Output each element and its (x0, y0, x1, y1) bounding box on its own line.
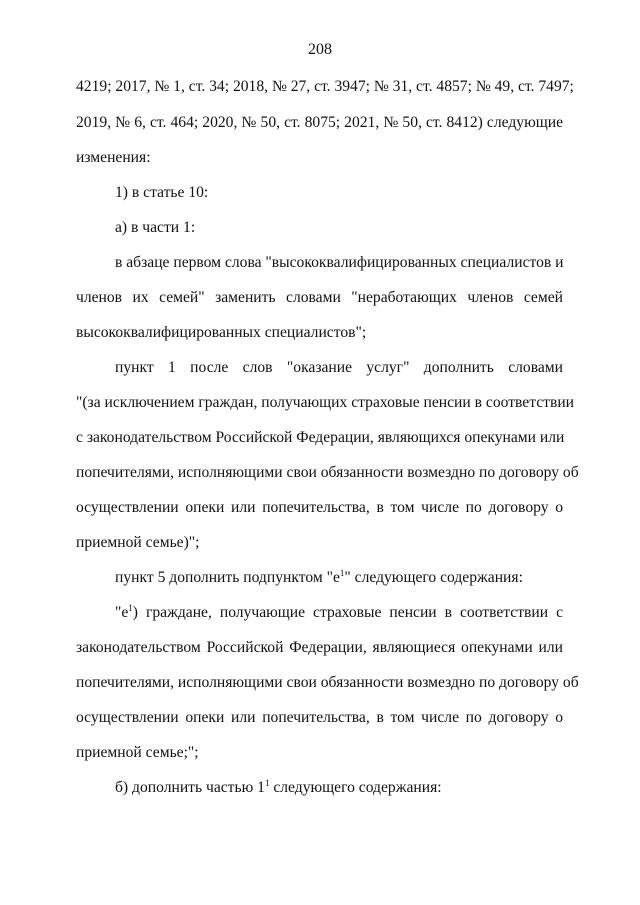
text-span: пункт 5 дополнить подпунктом "е (115, 569, 340, 586)
text-line: приемной семье)"; (76, 534, 200, 551)
text-line: 2019, № 6, ст. 464; 2020, № 50, ст. 8075; 2021, № 50, ст. 8412) следующие (76, 114, 563, 131)
text-line (115, 568, 523, 588)
text-line: попечителями, исполняющими свои обязанности возмездно по договору об (76, 674, 579, 691)
superscript: 1 (128, 603, 133, 613)
text-line (115, 603, 563, 623)
text-line: в абзаце первом слова "высококвалифицированных специалистов и (115, 254, 564, 271)
text-line: членов их семей" заменить словами "неработающих членов семей (76, 289, 563, 306)
text-line: осуществлении опеки или попечительства, в том числе по договору о (76, 499, 563, 516)
text-line: 4219; 2017, № 1, ст. 34; 2018, № 27, ст. 3947; № 31, ст. 4857; № 49, ст. 7497; (76, 78, 574, 95)
superscript: 1 (339, 568, 345, 578)
text-line: изменения: (76, 149, 151, 166)
text-line: с законодательством Российской Федерации, являющихся опекунами или (76, 429, 565, 446)
text-line: приемной семье;"; (76, 744, 199, 761)
superscript: 1 (264, 778, 270, 788)
text-span: " следующего содержания: (344, 569, 523, 586)
text-line: 1) в статье 10: (115, 184, 209, 201)
text-line: попечителями, исполняющими свои обязанности возмездно по договору об (76, 464, 579, 481)
text-span: "е (115, 604, 129, 621)
text-line: пункт 1 после слов "оказание услуг" дополнить словами (115, 359, 563, 376)
text-line (115, 778, 442, 798)
text-line: осуществлении опеки или попечительства, в том числе по договору о (76, 709, 563, 726)
text-line: "(за исключением граждан, получающих страховые пенсии в соответствии (76, 394, 575, 411)
text-span: б) дополнить частью 1 (115, 779, 265, 796)
text-span: ) граждане, получающие страховые пенсии в соответствии с (132, 604, 563, 621)
text-line: а) в части 1: (115, 219, 196, 236)
text-line: высококвалифицированных специалистов"; (76, 324, 367, 341)
page-number: 208 (308, 41, 332, 58)
text-span: следующего содержания: (269, 779, 442, 796)
text-line: законодательством Российской Федерации, являющиеся опекунами или (76, 639, 563, 656)
